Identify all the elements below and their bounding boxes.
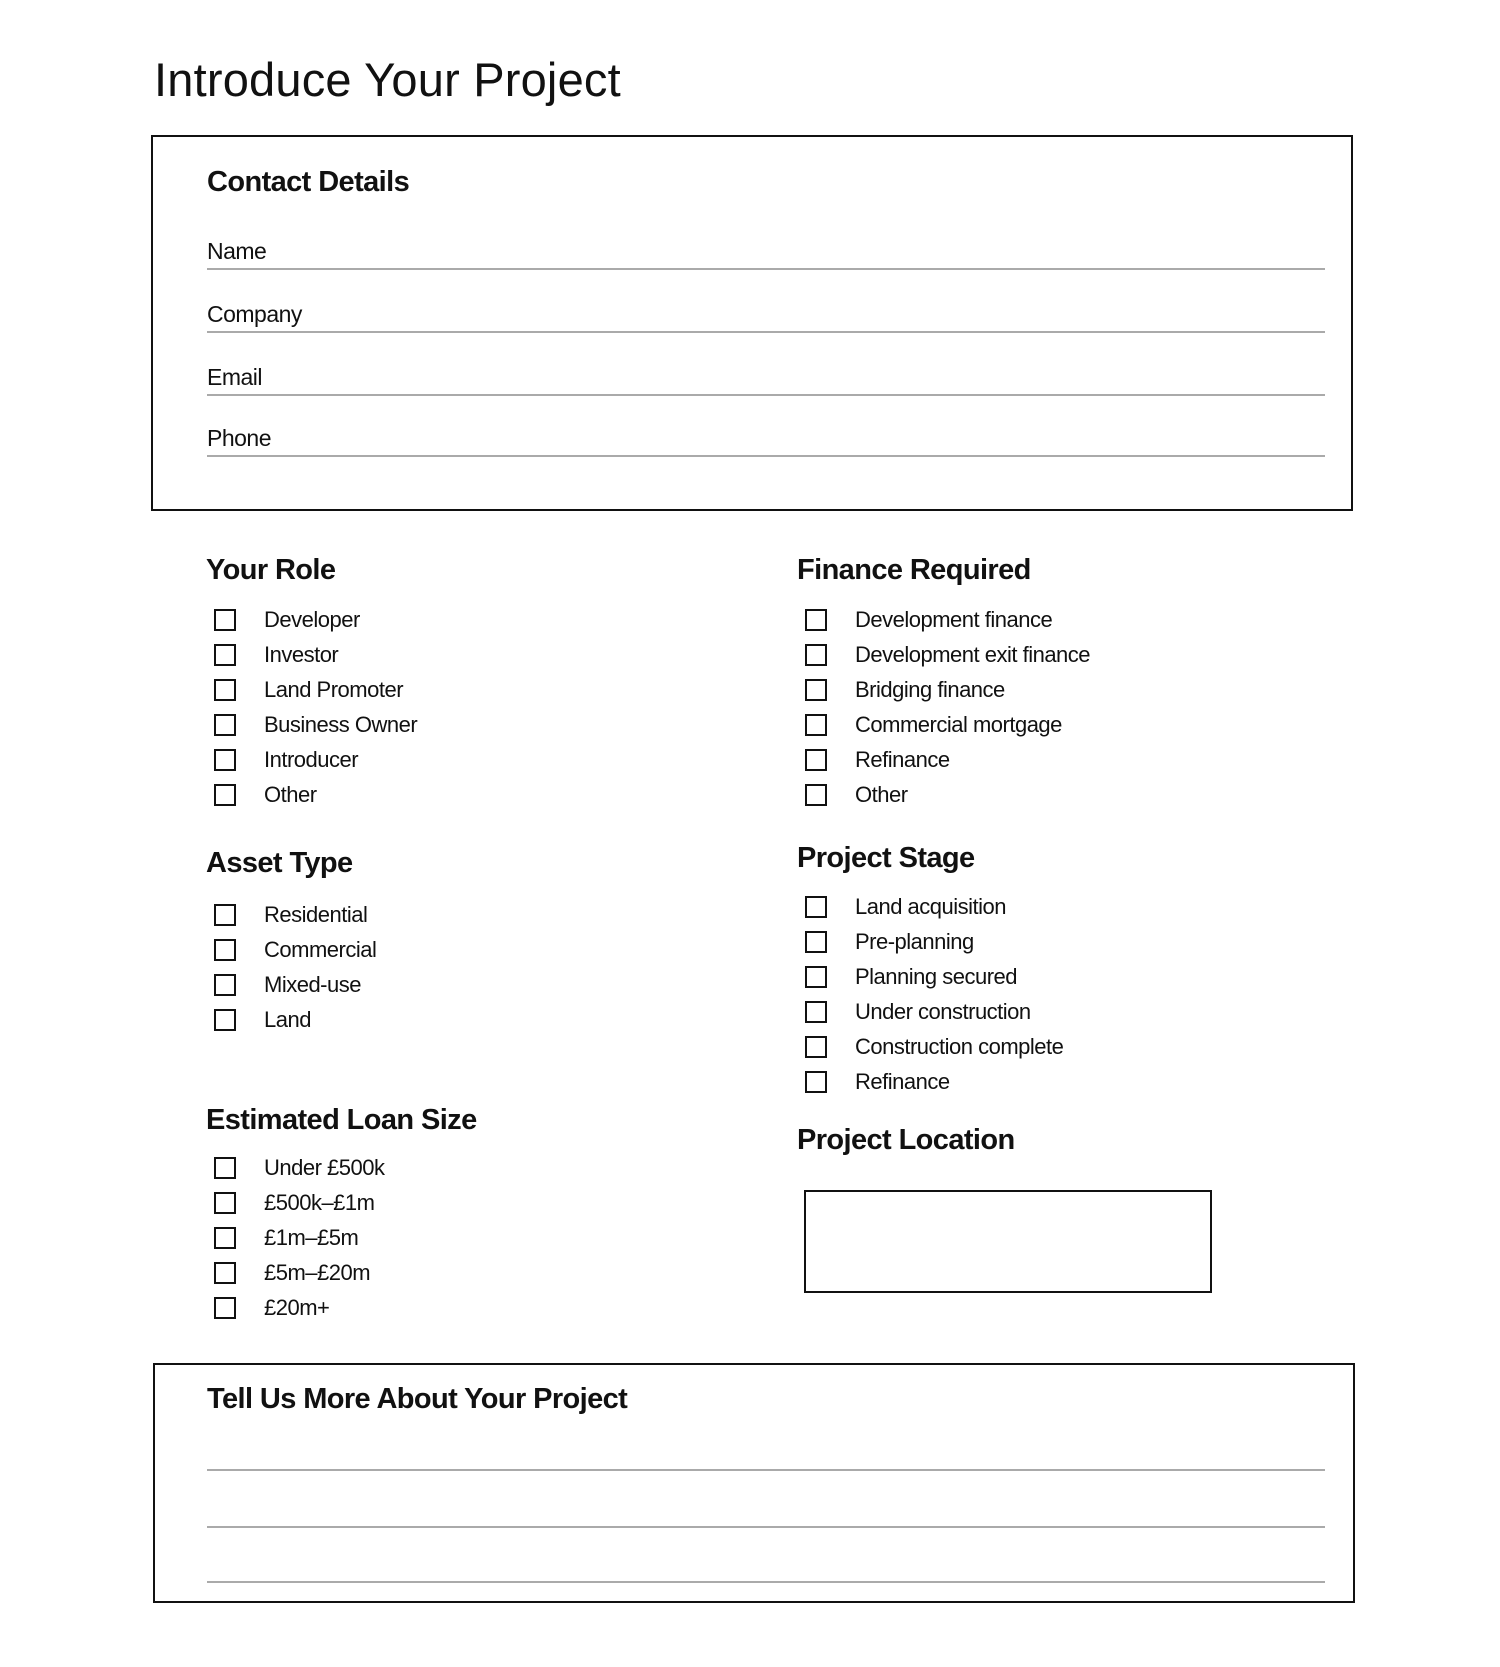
finance-option-label: Development finance <box>855 606 1053 632</box>
role-option-business-owner[interactable] <box>214 707 417 742</box>
your-role-heading: Your Role <box>206 554 336 586</box>
checkbox[interactable] <box>214 1227 236 1249</box>
checkbox[interactable] <box>214 1157 236 1179</box>
page-title: Introduce Your Project <box>154 53 621 106</box>
role-option-label: Business Owner <box>264 711 418 737</box>
project-stage-heading: Project Stage <box>797 842 975 874</box>
company-label: Company <box>207 301 302 327</box>
loan-option-20m-plus[interactable] <box>214 1290 329 1325</box>
project-details-line[interactable] <box>207 1526 1325 1528</box>
role-option-other[interactable] <box>214 777 317 812</box>
finance-option-label: Other <box>855 781 908 807</box>
finance-required-group <box>797 552 1091 807</box>
checkbox[interactable] <box>214 904 236 926</box>
role-option-land-promoter[interactable] <box>214 672 403 707</box>
checkbox[interactable] <box>805 1071 827 1093</box>
stage-option-label: Under construction <box>855 998 1031 1024</box>
asset-type-heading: Asset Type <box>206 847 353 879</box>
asset-option-label: Land <box>264 1006 311 1032</box>
project-details-heading: Tell Us More About Your Project <box>207 1383 628 1415</box>
stage-option-pre-planning[interactable] <box>805 924 974 959</box>
finance-option-commercial-mortgage[interactable] <box>805 707 1062 742</box>
checkbox[interactable] <box>805 896 827 918</box>
checkbox[interactable] <box>805 966 827 988</box>
role-option-label: Introducer <box>264 746 359 772</box>
checkbox[interactable] <box>805 931 827 953</box>
finance-option-other[interactable] <box>805 777 908 812</box>
checkbox[interactable] <box>214 1297 236 1319</box>
name-label: Name <box>207 238 267 264</box>
loan-option-label: £1m–£5m <box>264 1224 359 1250</box>
project-details-line[interactable] <box>207 1581 1325 1583</box>
checkbox[interactable] <box>214 974 236 996</box>
stage-option-land-acquisition[interactable] <box>805 889 1006 924</box>
loan-size-group <box>206 1102 477 1320</box>
checkbox[interactable] <box>805 679 827 701</box>
stage-option-label: Land acquisition <box>855 893 1007 919</box>
checkbox[interactable] <box>214 749 236 771</box>
loan-option-label: £20m+ <box>264 1294 330 1320</box>
checkbox[interactable] <box>214 714 236 736</box>
loan-option-under-500k[interactable] <box>214 1150 384 1185</box>
checkbox[interactable] <box>214 1009 236 1031</box>
project-stage-group <box>797 840 1064 1094</box>
project-location-input[interactable] <box>804 1190 1212 1293</box>
asset-option-label: Commercial <box>264 936 377 962</box>
asset-option-commercial[interactable] <box>214 932 376 967</box>
stage-option-refinance[interactable] <box>805 1064 950 1099</box>
finance-option-refinance[interactable] <box>805 742 950 777</box>
stage-option-label: Pre-planning <box>855 928 974 954</box>
phone-label: Phone <box>207 425 272 451</box>
checkbox[interactable] <box>805 1036 827 1058</box>
asset-option-land[interactable] <box>214 1002 311 1037</box>
finance-required-heading: Finance Required <box>797 554 1031 586</box>
loan-option-label: Under £500k <box>264 1154 385 1180</box>
role-option-introducer[interactable] <box>214 742 358 777</box>
finance-option-label: Refinance <box>855 746 950 772</box>
stage-option-under-construction[interactable] <box>805 994 1031 1029</box>
checkbox[interactable] <box>805 749 827 771</box>
checkbox[interactable] <box>214 784 236 806</box>
email-label: Email <box>207 364 263 390</box>
role-option-label: Land Promoter <box>264 676 404 702</box>
role-option-label: Developer <box>264 606 360 632</box>
checkbox[interactable] <box>805 714 827 736</box>
loan-option-500k-1m[interactable] <box>214 1185 374 1220</box>
finance-option-development-exit[interactable] <box>805 637 1090 672</box>
checkbox[interactable] <box>805 644 827 666</box>
finance-option-development[interactable] <box>805 602 1052 637</box>
finance-option-label: Development exit finance <box>855 641 1091 667</box>
stage-option-construction-complete[interactable] <box>805 1029 1063 1064</box>
asset-option-label: Residential <box>264 901 368 927</box>
checkbox[interactable] <box>214 679 236 701</box>
loan-option-1m-5m[interactable] <box>214 1220 358 1255</box>
role-option-developer[interactable] <box>214 602 360 637</box>
company-field[interactable] <box>207 285 1325 333</box>
checkbox[interactable] <box>214 939 236 961</box>
loan-option-label: £5m–£20m <box>264 1259 371 1285</box>
name-field[interactable] <box>207 222 1325 270</box>
asset-type-group <box>206 845 377 1032</box>
contact-details-section <box>151 135 1353 511</box>
loan-size-heading: Estimated Loan Size <box>206 1104 477 1136</box>
role-option-label: Investor <box>264 641 339 667</box>
checkbox[interactable] <box>805 1001 827 1023</box>
project-details-section <box>153 1363 1355 1603</box>
asset-option-label: Mixed-use <box>264 971 361 997</box>
your-role-group <box>206 552 418 807</box>
finance-option-bridging[interactable] <box>805 672 1005 707</box>
phone-field[interactable] <box>207 409 1325 457</box>
email-field[interactable] <box>207 348 1325 396</box>
checkbox[interactable] <box>214 1192 236 1214</box>
stage-option-label: Planning secured <box>855 963 1018 989</box>
project-location-heading: Project Location <box>797 1124 1015 1156</box>
project-details-line[interactable] <box>207 1469 1325 1471</box>
asset-option-residential[interactable] <box>214 897 367 932</box>
loan-option-5m-20m[interactable] <box>214 1255 370 1290</box>
contact-details-heading: Contact Details <box>207 166 410 198</box>
stage-option-label: Construction complete <box>855 1033 1064 1059</box>
checkbox[interactable] <box>214 609 236 631</box>
loan-option-label: £500k–£1m <box>264 1189 375 1215</box>
finance-option-label: Bridging finance <box>855 676 1005 702</box>
checkbox[interactable] <box>805 784 827 806</box>
checkbox[interactable] <box>214 644 236 666</box>
stage-option-planning-secured[interactable] <box>805 959 1017 994</box>
stage-option-label: Refinance <box>855 1068 950 1094</box>
finance-option-label: Commercial mortgage <box>855 711 1062 737</box>
checkbox[interactable] <box>805 609 827 631</box>
role-option-label: Other <box>264 781 317 807</box>
checkbox[interactable] <box>214 1262 236 1284</box>
asset-option-mixed-use[interactable] <box>214 967 361 1002</box>
role-option-investor[interactable] <box>214 637 338 672</box>
